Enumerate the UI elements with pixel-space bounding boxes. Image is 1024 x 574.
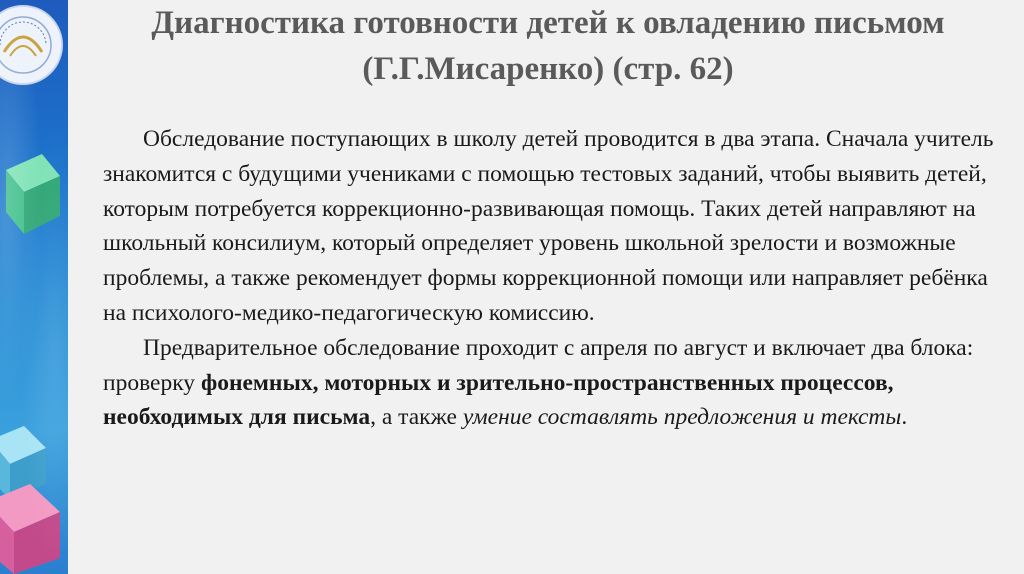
blue-cube-icon [0,420,50,500]
slide-title [78,0,1018,92]
decorative-sidebar [0,0,68,574]
green-cube-icon [2,150,60,236]
paragraph-2 [103,331,1008,435]
paragraph-2-end: . [901,404,908,431]
title-line-2: (Г.Г.Мисаренко) (стр. 62) [362,51,734,87]
paragraph-2-lead: Предварительное обследование проходит с апреля по август и включает два блока: проверку [103,334,974,396]
university-logo-icon [0,4,64,86]
title-line-1: Диагностика готовности детей к овладению письмом [151,5,945,41]
paragraph-2-italic: умение составлять предложения и тексты [462,404,902,431]
paragraph-1: Обследование поступающих в школу детей проводится в два этапа. Сначала учитель знакомится с будущими учениками с помощью тестовых заданий, чтобы выявить детей, которым потребуется коррекционно-развивающая помощь. Таких детей направляют на школьный консилиум, который определяет уровень школьной зрелости и возможные проблемы, а также рекомендует формы коррекционной помощи или направляет ребёнка на психолого-медико-педагогическую комиссию. [103,126,994,326]
paragraph-2-bold: фонемных, моторных и зрительно-пространственных процессов, необходимых для письма [103,369,894,431]
paragraph-2-middle: , а также [370,404,463,431]
slide-body [103,122,1008,435]
pink-cube-icon [0,478,60,574]
